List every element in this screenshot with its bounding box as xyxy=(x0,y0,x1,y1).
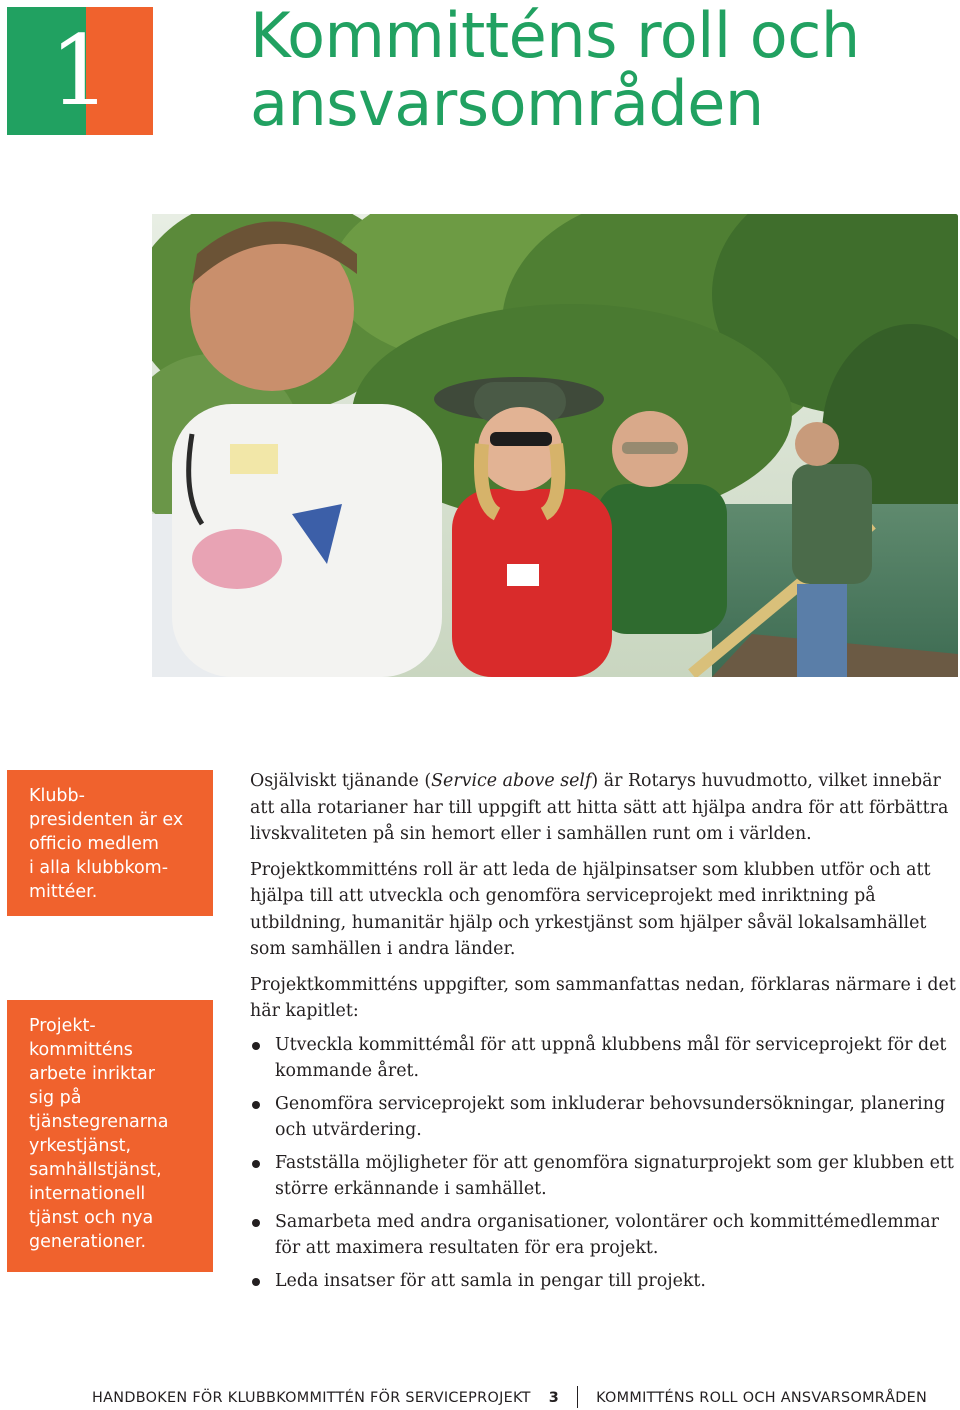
sidebar-note-service-avenues xyxy=(7,1000,213,1272)
footer-book-title: HANDBOKEN FÖR KLUBBKOMMITTÉN FÖR SERVICEPROJEKT xyxy=(92,1390,531,1406)
sidebar-note1-line: i alla klubbkom- xyxy=(29,858,169,878)
sidebar-note2-line: generationer. xyxy=(29,1232,147,1252)
sidebar-note1-line: Klubb- xyxy=(29,786,85,806)
sidebar-note2-line: yrkestjänst, xyxy=(29,1136,132,1156)
task-list-item: Genomföra serviceprojekt som inkluderar behovsundersökningar, planering och utvärdering. xyxy=(250,1091,956,1144)
paragraph-tasks-intro: Projektkommitténs uppgifter, som sammanfattas nedan, förklaras närmare i det här kapitlet: xyxy=(250,974,956,1021)
sidebar-note2-line: arbete inriktar xyxy=(29,1064,155,1084)
chapter-title xyxy=(250,2,950,138)
paragraph-motto-text: Osjälviskt tjänande ( xyxy=(250,771,432,791)
footer-divider xyxy=(577,1386,578,1408)
body-text xyxy=(250,768,956,1300)
chapter-title-line2: ansvarsområden xyxy=(250,67,764,140)
sidebar-note2-line: Projekt- xyxy=(29,1016,96,1036)
paragraph-committee-role: Projektkommitténs roll är att leda de hjälpinsatser som klubben utför och att hjälpa till att utveckla och genomföra serviceprojekt med inriktning på utbildning, humanitär hjälp och yrkestjänst som hjälper såväl lokalsamhället som samhällen i andra länder. xyxy=(250,859,931,959)
page-footer xyxy=(92,1386,928,1410)
sidebar-note1-line: mittéer. xyxy=(29,882,98,902)
sidebar-note1-line: officio medlem xyxy=(29,834,159,854)
sidebar-note2-line: internationell xyxy=(29,1184,146,1204)
sidebar-note-president xyxy=(7,770,213,916)
paragraph-motto-text: ) är Rotarys huvudmotto, vilket innebär att alla rotarianer har till uppgift att hitta sätt att hjälpa andra för att förbättra livskvaliteten på sin hemort eller i samhällen runt om i världen. xyxy=(250,771,949,844)
sidebar-note2-line: kommitténs xyxy=(29,1040,133,1060)
chapter-number: 1 xyxy=(49,15,111,127)
sidebar-note2-line: samhällstjänst, xyxy=(29,1160,162,1180)
chapter-title-line1: Kommitténs roll och xyxy=(250,0,860,72)
motto-italic: Service above self xyxy=(431,771,592,791)
chapter-number-block xyxy=(7,7,153,135)
paragraph-motto xyxy=(250,768,956,848)
sidebar-note1-line: presidenten är ex xyxy=(29,810,184,830)
task-list-item: Leda insatser för att samla in pengar till projekt. xyxy=(250,1268,956,1295)
sidebar-note2-line: tjänstegrenarna xyxy=(29,1112,169,1132)
task-list-item: Utveckla kommittémål för att uppnå klubbens mål för serviceprojekt för det kommande året. xyxy=(250,1032,956,1085)
task-list-item: Fastställa möjligheter för att genomföra signaturprojekt som ger klubben ett större erkännande i samhället. xyxy=(250,1150,956,1203)
footer-chapter-title: KOMMITTÉNS ROLL OCH ANSVARSOMRÅDEN xyxy=(596,1390,928,1406)
task-list xyxy=(250,1032,956,1295)
sidebar-note2-line: tjänst och nya xyxy=(29,1208,154,1228)
photo-volunteers-boarding-boat xyxy=(152,214,958,677)
task-list-item: Samarbeta med andra organisationer, volontärer och kommittémedlemmar för att maximera resultaten för era projekt. xyxy=(250,1209,956,1262)
sidebar-note2-line: sig på xyxy=(29,1088,82,1108)
page-number: 3 xyxy=(548,1390,560,1406)
